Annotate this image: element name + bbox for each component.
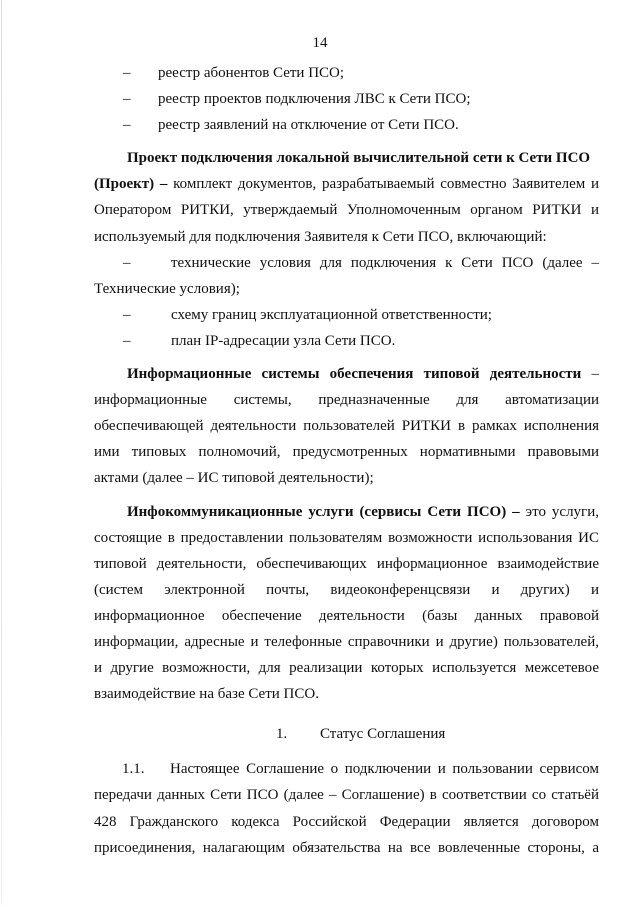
definition-term: Инфокоммуникационные услуги (сервисы Сети ПСО) –: [127, 503, 520, 520]
definition-services-line-5: информационное обеспечение деятельности (базы данных правовой: [94, 607, 599, 624]
definition-services-line-6: информации, адресные и телефонные справочники и другие) пользователей,: [94, 633, 599, 650]
definition-term-dash: –: [581, 366, 599, 383]
list-item-text: технические условия для подключения к Сети ПСО (далее –: [171, 254, 599, 271]
list-item: [94, 250, 599, 276]
list-dash: –: [123, 91, 131, 108]
paragraph-1-1-line-2: передачи данных Сети ПСО (далее – Соглашение) в соответствии со статьёй: [94, 787, 599, 804]
definition-term: Информационные системы обеспечения типовой деятельности: [127, 366, 582, 383]
definition-is-line-2: информационные системы, предназначенные для автоматизации: [94, 392, 599, 409]
paragraph-number: 1.1.: [122, 761, 145, 778]
definition-project-line-3: Оператором РИТКИ, утверждаемый Уполномоченным органом РИТКИ и: [94, 202, 599, 219]
scan-edge-mark: [1, 0, 2, 905]
list-item-text: реестр проектов подключения ЛВС к Сети ПСО;: [158, 91, 471, 108]
section-number: 1.: [276, 726, 288, 743]
list-item: [94, 302, 599, 328]
definition-services-line-2: состоящие в предоставлении пользователям возможности использования ИС: [94, 529, 599, 546]
list-item: [94, 112, 599, 138]
definition-term: Проект подключения локальной вычислительной сети к Сети ПСО: [127, 150, 591, 167]
list-item-text: реестр заявлений на отключение от Сети ПСО.: [158, 117, 459, 134]
section-title: Статус Соглашения: [320, 726, 446, 743]
list-item-text: план IP-адресации узла Сети ПСО.: [171, 332, 396, 349]
definition-project-line-1: [94, 145, 599, 171]
definition-is-line-4: ими типовых полномочий, предусмотренных нормативными правовыми: [94, 444, 599, 461]
list-item-text: схему границ эксплуатационной ответственности;: [171, 306, 492, 323]
list-item-continuation: Технические условия);: [94, 280, 240, 297]
definition-services-line-1: [94, 499, 599, 525]
list-item: [94, 328, 599, 354]
list-dash: –: [123, 332, 131, 349]
paragraph-1-1-line-3: 428 Гражданского кодекса Российской Федерации является договором: [94, 813, 599, 830]
definition-project-line-2: (Проект) – комплект документов, разрабатываемый совместно Заявителем и: [94, 176, 599, 193]
list-dash: –: [123, 65, 131, 81]
list-item-text: реестр абонентов Сети ПСО;: [158, 65, 345, 81]
definition-services-line-4: (систем электронной почты, видеоконференцсвязи и других) и: [94, 581, 599, 598]
page-content: [94, 60, 599, 861]
list-dash: –: [123, 306, 131, 323]
paragraph-text: Настоящее Соглашение о подключении и пользовании сервисом: [170, 761, 599, 778]
list-dash: –: [123, 117, 131, 134]
paragraph-1-1-line-4: присоединения, налагающим обязательства на все вовлеченные стороны, а: [94, 839, 599, 856]
definition-is-line-3: обеспечивающей деятельности пользователей РИТКИ в рамках исполнения: [94, 418, 599, 435]
definition-term-abbrev: (Проект): [94, 176, 155, 193]
list-item: [94, 86, 599, 112]
page-number: 14: [312, 35, 328, 51]
definition-is-line-1: [94, 361, 599, 387]
definition-services-line-3: типовой деятельности, обеспечивающих информационное взаимодействие: [94, 555, 599, 572]
definition-project-line-4: используемый для подключения Заявителя к Сети ПСО, включающий:: [94, 228, 547, 245]
section-heading: [94, 721, 599, 747]
list-dash: –: [123, 254, 131, 271]
paragraph-1-1-line-1: [94, 756, 599, 782]
definition-text: это услуги,: [519, 503, 599, 520]
definition-services-line-8: взаимодействие на базе Сети ПСО.: [94, 686, 319, 703]
definition-services-line-7: и другие возможности, для реализации которых используется межсетевое: [94, 660, 599, 677]
definition-is-line-5: актами (далее – ИС типовой деятельности);: [94, 470, 374, 487]
list-item: [94, 60, 599, 86]
